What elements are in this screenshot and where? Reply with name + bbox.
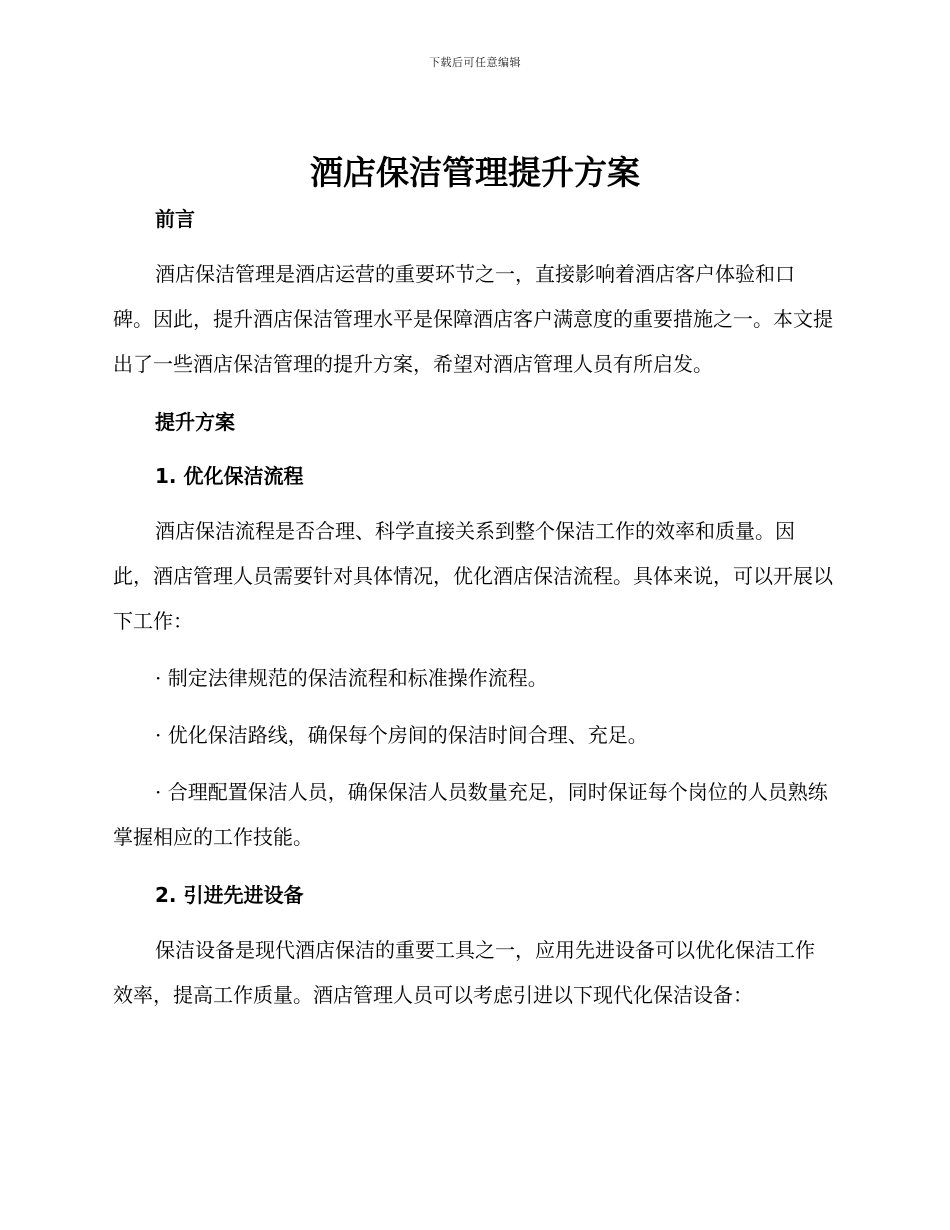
section-1-heading: 1. 优化保洁流程 [155,464,304,488]
section-1-bullet: · 优化保洁路线，确保每个房间的保洁时间合理、充足。 [155,723,648,747]
plan-heading: 提升方案 [155,410,235,434]
preface-heading: 前言 [155,207,195,231]
section-1-paragraph: 酒店保洁流程是否合理、科学直接关系到整个保洁工作的效率和质量。因此，酒店管理人员需要针对具体情况，优化酒店保洁流程。具体来说，可以开展以下工作： [113,519,833,633]
section-1-bullet: · 合理配置保洁人员，确保保洁人员数量充足，同时保证每个岗位的人员熟练掌握相应的工作技能。 [113,780,828,849]
section-1-bullet: · 制定法律规范的保洁流程和标准操作流程。 [155,666,548,690]
section-2-paragraph: 保洁设备是现代酒店保洁的重要工具之一，应用先进设备可以优化保洁工作效率，提高工作质量。酒店管理人员可以考虑引进以下现代化保洁设备： [113,938,815,1007]
preface-paragraph: 酒店保洁管理是酒店运营的重要环节之一，直接影响着酒店客户体验和口碑。因此，提升酒店保洁管理水平是保障酒店客户满意度的重要措施之一。本文提出了一些酒店保洁管理的提升方案，希望对酒店管理人员有所启发。 [113,262,833,376]
header-note: 下载后可任意编辑 [429,56,521,69]
document-body [113,198,833,1018]
section-2-heading: 2. 引进先进设备 [155,883,304,907]
document-title: 酒店保洁管理提升方案 [310,153,640,192]
